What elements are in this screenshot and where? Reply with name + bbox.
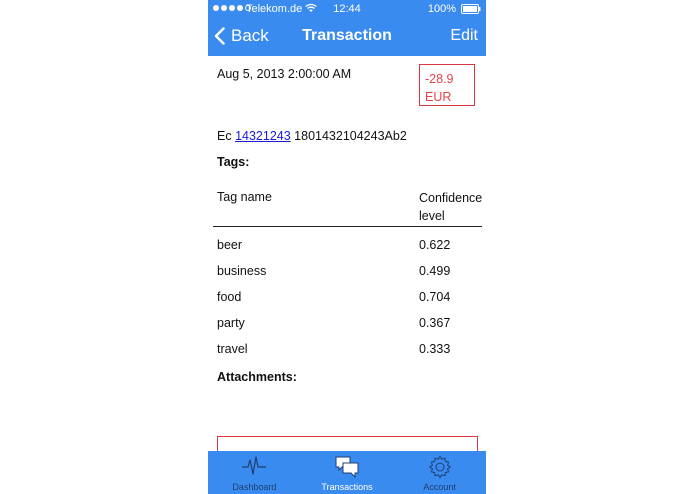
back-label: Back [231,26,269,45]
amount-badge [419,64,475,106]
transaction-description [217,129,407,143]
table-header-divider [213,226,482,227]
navigation-bar [208,18,486,56]
gear-icon [428,455,452,479]
tag-name: beer [217,238,243,252]
chat-bubbles-icon [334,455,360,479]
battery-percentage: 100% [427,3,456,15]
tag-name: food [217,290,242,304]
tab-label: Dashboard [232,482,277,492]
tag-confidence: 0.499 [419,264,451,278]
tag-name: party [217,316,245,330]
tag-confidence: 0.333 [419,342,451,356]
description-link[interactable]: 14321243 [235,129,291,143]
table-row [208,316,486,342]
carrier-name: Telekom.de [246,3,303,15]
tags-heading: Tags: [217,155,250,169]
description-suffix: 1801432104243Ab2 [290,129,407,143]
description-prefix: Ec [217,129,236,143]
amount-currency: EUR [425,90,452,104]
status-time: 12:44 [333,3,361,15]
tag-name: travel [217,342,248,356]
table-row [208,342,486,368]
status-bar [208,0,486,18]
phone-screen [208,0,486,494]
tag-name: business [217,264,267,278]
tag-confidence: 0.704 [419,290,451,304]
column-header-confidence: Confidence level [419,191,483,223]
page-title: Transaction [302,27,392,44]
tab-account[interactable] [393,451,486,494]
tab-bar [208,451,486,494]
header [208,0,486,56]
attachments-heading: Attachments: [217,370,297,384]
transaction-date: Aug 5, 2013 2:00:00 AM [217,67,352,81]
tab-dashboard[interactable] [208,451,301,494]
table-row [208,290,486,316]
battery-icon [461,4,481,14]
pulse-icon [241,455,267,477]
amount-value: -28.9 [425,72,454,86]
tab-transactions[interactable] [301,451,394,494]
table-row [208,238,486,264]
table-row [208,264,486,290]
tag-confidence: 0.367 [419,316,451,330]
transaction-details [208,56,486,451]
tag-confidence: 0.622 [419,238,451,252]
column-header-tag-name: Tag name [217,190,272,204]
tab-label: Account [423,482,456,492]
tab-label: Transactions [321,482,373,492]
edit-button[interactable]: Edit [450,27,478,44]
